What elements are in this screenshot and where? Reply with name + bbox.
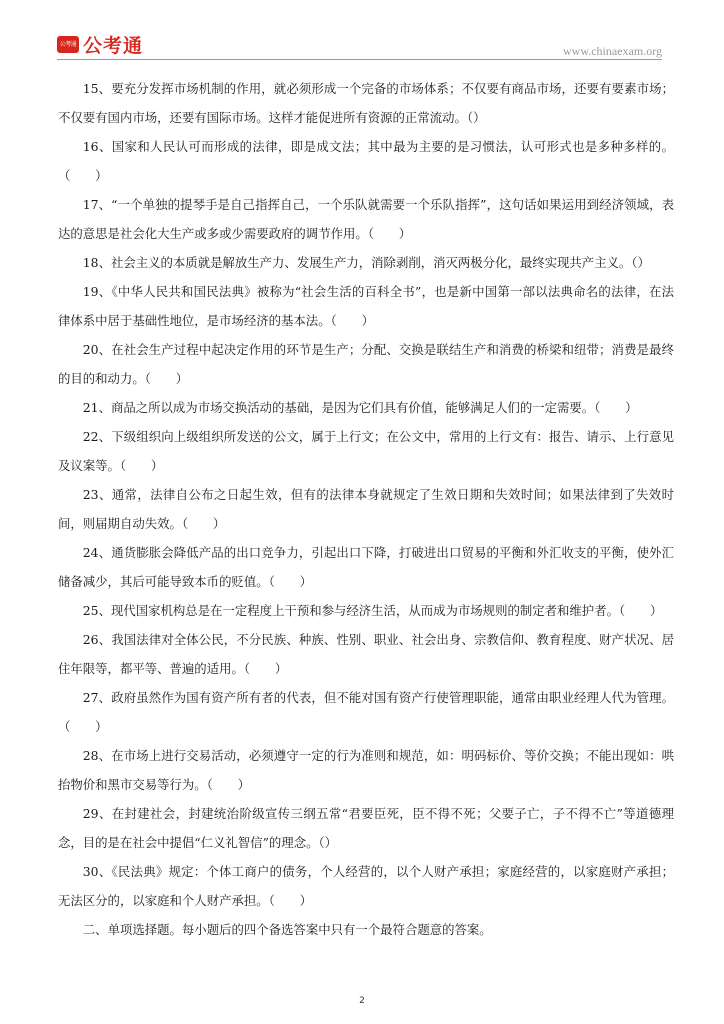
question-27: 27、政府虽然作为国有资产所有者的代表，但不能对国有资产行使管理职能，通常由职业经理人代为管理。（ ）	[58, 690, 674, 734]
question-26: 26、我国法律对全体公民，不分民族、种族、性别、职业、社会出身、宗教信仰、教育程度、财产状况、居住年限等，都平等、普遍的适用。（ ）	[58, 632, 674, 676]
question-25: 25、现代国家机构总是在一定程度上干预和参与经济生活，从而成为市场规则的制定者和维护者。（ ）	[82, 603, 663, 618]
question-20: 20、在社会生产过程中起决定作用的环节是生产；分配、交换是联结生产和消费的桥梁和纽带；消费是最终的目的和动力。（ ）	[58, 342, 674, 386]
site-url: www.chinaexam.org	[563, 44, 662, 58]
header-divider	[57, 59, 662, 60]
question-30: 30、《民法典》规定：个体工商户的债务，个人经营的，以个人财产承担；家庭经营的，以家庭财产承担；无法区分的，以家庭和个人财产承担。（ ）	[58, 864, 674, 908]
question-19: 19、《中华人民共和国民法典》被称为“社会生活的百科全书”，也是新中国第一部以法典命名的法律，在法律体系中居于基础性地位，是市场经济的基本法。（ ）	[58, 284, 674, 328]
question-15: 15、要充分发挥市场机制的作用，就必须形成一个完备的市场体系；不仅要有商品市场，还要有要素市场；不仅要有国内市场，还要有国际市场。这样才能促进所有资源的正常流动。（）	[58, 81, 674, 125]
question-24: 24、通货膨胀会降低产品的出口竞争力，引起出口下降，打破进出口贸易的平衡和外汇收支的平衡，使外汇储备减少，其后可能导致本币的贬值。（ ）	[58, 545, 674, 589]
page-header	[0, 0, 724, 64]
logo-text: 公考通	[83, 35, 144, 57]
page-number: 2	[359, 996, 365, 1006]
question-16: 16、国家和人民认可而形成的法律，即是成文法；其中最为主要的是习惯法，认可形式也是多种多样的。（ ）	[58, 139, 674, 183]
question-23: 23、通常，法律自公布之日起生效，但有的法律本身就规定了生效日期和失效时间；如果法律到了失效时间，则届期自动失效。（ ）	[58, 487, 674, 531]
question-22: 22、下级组织向上级组织所发送的公文，属于上行文；在公文中，常用的上行文有：报告、请示、上行意见及议案等。（ ）	[58, 429, 674, 473]
document-body	[58, 74, 674, 944]
logo-badge: 公考通	[57, 36, 79, 53]
question-17: 17、“一个单独的提琴手是自己指挥自己，一个乐队就需要一个乐队指挥”，这句话如果运用到经济领域，表达的意思是社会化大生产或多或少需要政府的调节作用。（ ）	[58, 197, 674, 241]
question-18: 18、社会主义的本质就是解放生产力、发展生产力，消除剥削，消灭两极分化，最终实现共产主义。（）	[82, 255, 650, 270]
question-28: 28、在市场上进行交易活动，必须遵守一定的行为准则和规范，如：明码标价、等价交换；不能出现如：哄抬物价和黑市交易等行为。（ ）	[58, 748, 674, 792]
question-21: 21、商品之所以成为市场交换活动的基础，是因为它们具有价值，能够满足人们的一定需要。（ ）	[82, 400, 638, 415]
section-heading: 二、单项选择题。每小题后的四个备选答案中只有一个最符合题意的答案。	[82, 922, 492, 937]
question-29: 29、在封建社会，封建统治阶级宣传三纲五常“君要臣死，臣不得不死；父要子亡，子不得不亡”等道德理念，目的是在社会中提倡“仁义礼智信”的理念。（）	[58, 806, 674, 850]
